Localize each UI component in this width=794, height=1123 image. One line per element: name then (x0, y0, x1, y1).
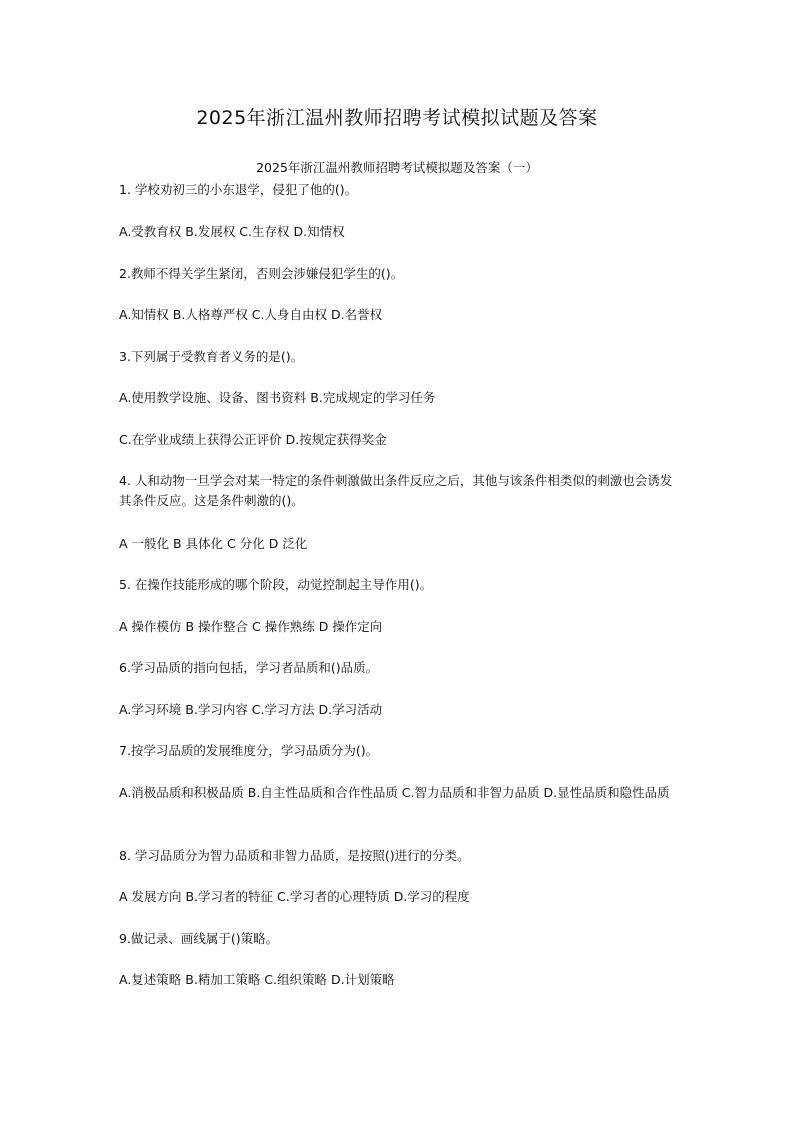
document-title: 2025年浙江温州教师招聘考试模拟试题及答案 (196, 107, 598, 129)
question-6-options: A.学习环境 B.学习内容 C.学习方法 D.学习活动 (119, 702, 383, 717)
question-5-options: A 操作模仿 B 操作整合 C 操作熟练 D 操作定向 (119, 619, 383, 634)
question-3-options-continued: C.在学业成绩上获得公正评价 D.按规定获得奖金 (119, 432, 387, 447)
question-2-stem: 2.教师不得关学生紧闭，否则会涉嫌侵犯学生的()。 (119, 266, 404, 281)
section-subtitle: 2025年浙江温州教师招聘考试模拟题及答案（一） (256, 160, 538, 175)
question-2-options: A.知情权 B.人格尊严权 C.人身自由权 D.名誉权 (119, 307, 383, 322)
question-9-options: A.复述策略 B.精加工策略 C.组织策略 D.计划策略 (119, 972, 395, 987)
question-3-options: A.使用教学设施、设备、图书资料 B.完成规定的学习任务 (119, 390, 436, 405)
question-6-stem: 6.学习品质的指向包括，学习者品质和()品质。 (119, 660, 379, 675)
question-1-options: A.受教育权 B.发展权 C.生存权 D.知情权 (119, 224, 345, 239)
question-8-options: A 发展方向 B.学习者的特征 C.学习者的心理特质 D.学习的程度 (119, 889, 470, 904)
question-9-stem: 9.做记录、画线属于()策略。 (119, 931, 279, 946)
question-4-stem: 4. 人和动物一旦学会对某一特定的条件刺激做出条件反应之后，其他与该条件相类似的刺激也会诱发其条件反应。这是条件刺激的()。 (119, 473, 673, 508)
question-3-stem: 3.下列属于受教育者义务的是()。 (119, 349, 304, 364)
question-4-options: A 一般化 B 具体化 C 分化 D 泛化 (119, 536, 308, 551)
question-5-stem: 5. 在操作技能形成的哪个阶段，动觉控制起主导作用()。 (119, 577, 433, 592)
question-1-stem: 1. 学校劝初三的小东退学，侵犯了他的()。 (119, 182, 358, 197)
question-7-stem: 7.按学习品质的发展维度分，学习品质分为()。 (119, 743, 379, 758)
question-7-options: A.消极品质和积极品质 B.自主性品质和合作性品质 C.智力品质和非智力品质 D.显性品质和隐性品质 (119, 785, 670, 800)
question-8-stem: 8. 学习品质分为智力品质和非智力品质，是按照()进行的分类。 (119, 848, 470, 863)
